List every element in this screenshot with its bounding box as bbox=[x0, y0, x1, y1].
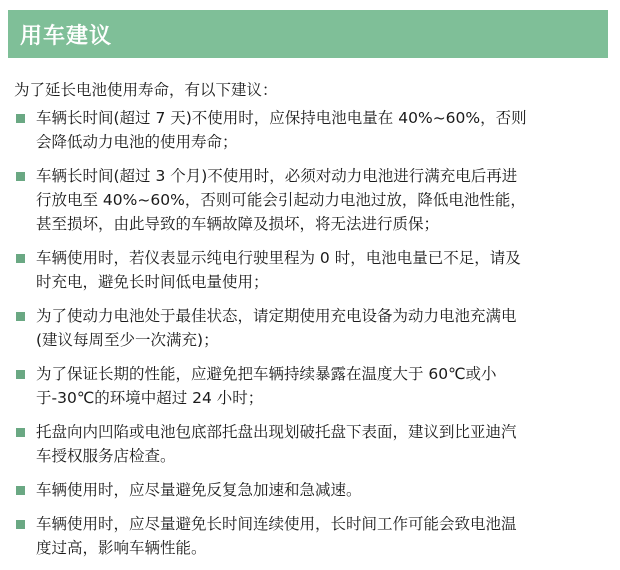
list-item bbox=[14, 478, 610, 502]
intro-text: 为了延长电池使用寿命，有以下建议： bbox=[14, 81, 278, 99]
square-bullet-icon bbox=[16, 114, 25, 123]
section-header-bar bbox=[8, 10, 608, 58]
square-bullet-icon bbox=[16, 312, 25, 321]
list-item-text-line: 于-30℃的环境中超过 24 小时； bbox=[36, 389, 264, 407]
list-item-text-line: 车辆使用时，若仪表显示纯电行驶里程为 0 时，电池电量已不足，请及 bbox=[36, 249, 521, 267]
square-bullet-icon bbox=[16, 370, 25, 379]
list-item bbox=[14, 164, 610, 236]
square-bullet-icon bbox=[16, 172, 25, 181]
list-item-text-line: 行放电至 40%~60%，否则可能会引起动力电池过放，降低电池性能， bbox=[36, 191, 526, 209]
list-item-text-line: 为了保证长期的性能，应避免把车辆持续暴露在温度大于 60℃或小 bbox=[36, 365, 497, 383]
list-item-text-line: 托盘向内凹陷或电池包底部托盘出现划破托盘下表面，建议到比亚迪汽 bbox=[36, 423, 517, 441]
list-item-text-line: 度过高，影响车辆性能。 bbox=[36, 539, 207, 557]
advice-list bbox=[14, 106, 610, 570]
section-title: 用车建议 bbox=[20, 23, 113, 49]
list-item-text-line: (建议每周至少一次满充)； bbox=[36, 331, 219, 349]
list-item-text-line: 车授权服务店检查。 bbox=[36, 447, 176, 465]
list-item bbox=[14, 512, 610, 560]
list-item-text-line: 车辆使用时，应尽量避免反复急加速和急减速。 bbox=[36, 481, 362, 499]
list-item-text-line: 车辆长时间(超过 7 天)不使用时，应保持电池电量在 40%~60%，否则 bbox=[36, 109, 527, 127]
list-item bbox=[14, 246, 610, 294]
list-item-text-line: 甚至损坏，由此导致的车辆故障及损坏，将无法进行质保； bbox=[36, 215, 440, 233]
square-bullet-icon bbox=[16, 520, 25, 529]
list-item-text-line: 时充电，避免长时间低电量使用； bbox=[36, 273, 269, 291]
list-item bbox=[14, 362, 610, 410]
list-item bbox=[14, 106, 610, 154]
list-item-text-line: 为了使动力电池处于最佳状态，请定期使用充电设备为动力电池充满电 bbox=[36, 307, 517, 325]
list-item-text-line: 会降低动力电池的使用寿命； bbox=[36, 133, 238, 151]
list-item bbox=[14, 304, 610, 352]
square-bullet-icon bbox=[16, 486, 25, 495]
list-item-text-line: 车辆使用时，应尽量避免长时间连续使用，长时间工作可能会致电池温 bbox=[36, 515, 517, 533]
list-item bbox=[14, 420, 610, 468]
square-bullet-icon bbox=[16, 428, 25, 437]
list-item-text-line: 车辆长时间(超过 3 个月)不使用时，必须对动力电池进行满充电后再进 bbox=[36, 167, 518, 185]
square-bullet-icon bbox=[16, 254, 25, 263]
